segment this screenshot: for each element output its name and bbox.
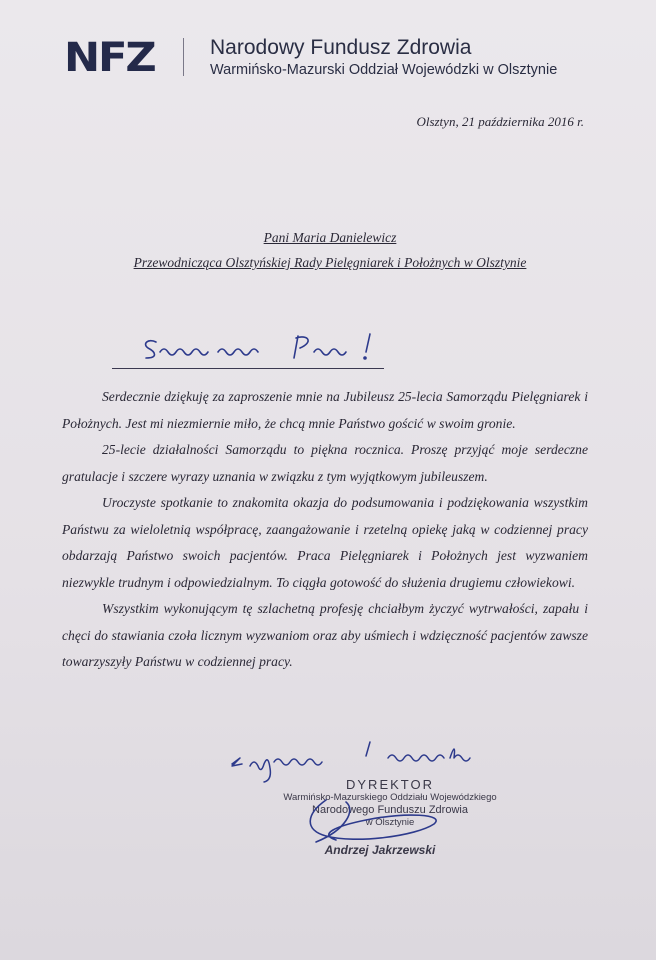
recipient-title: Przewodnicząca Olsztyńskiej Rady Pielęgniarek i Położnych w Olsztynie: [133, 255, 527, 270]
body-paragraph-4: Wszystkim wykonującym tę szlachetną profesję chciałbym życzyć wytrwałości, zapału i chęci do stawiania czoła licznym wyzwaniom oraz aby uśmiech i wdzięczność pacjentów zawsze towarzyszyły Państwu w codziennej pracy.: [62, 601, 588, 669]
letterhead-divider: [183, 38, 184, 76]
body-paragraph-3: Uroczyste spotkanie to znakomita okazja do podsumowania i podziękowania wszystkim Państwu za wieloletnią współpracę, zaangażowanie i rzetelną opiekę jaką w codziennej pracy obdarzają Państwo swoich pacjentów. Praca Pielęgniarek i Położnych jest wyzwaniem niezwykle trudnym i odpowiedzialnym. To ciągła gotowość do służenia drugiemu człowiekowi.: [62, 495, 588, 590]
salutation-underline: [112, 368, 384, 369]
body-paragraph-1: Serdecznie dziękuję za zaproszenie mnie na Jubileusz 25-lecia Samorządu Pielęgniarek i Położnych. Jest mi niezmiernie miło, że chcą mnie Państwo gościć w swoim gronie.: [62, 389, 588, 431]
stamp-city: w Olsztynie: [365, 817, 415, 828]
letter-body: [62, 384, 588, 676]
stamp-organization: Narodowego Funduszu Zdrowia: [312, 804, 468, 816]
director-signature: [296, 790, 446, 855]
letterhead: [62, 34, 622, 84]
nfz-logo: NFZ: [64, 35, 155, 81]
organization-name: Narodowy Fundusz Zdrowia: [210, 36, 472, 59]
handwritten-salutation: [138, 328, 398, 373]
organization-branch: Warmińsko-Mazurski Oddział Wojewódzki w Olsztynie: [210, 62, 558, 78]
stamp-branch: Warmińsko-Mazurskiego Oddziału Wojewódzkiego: [283, 792, 497, 803]
body-paragraph-2: 25-lecie działalności Samorządu to piękna rocznica. Proszę przyjąć moje serdeczne gratulacje i szczere wyrazy uznania w związku z tym wyjątkowym jubileuszem.: [62, 442, 588, 484]
stamp-director-name: Andrzej Jakrzewski: [324, 843, 436, 857]
stamp-role: DYREKTOR: [346, 777, 434, 792]
letter-date: Olsztyn, 21 października 2016 r.: [416, 114, 584, 129]
recipient-name: Pani Maria Danielewicz: [263, 230, 397, 245]
